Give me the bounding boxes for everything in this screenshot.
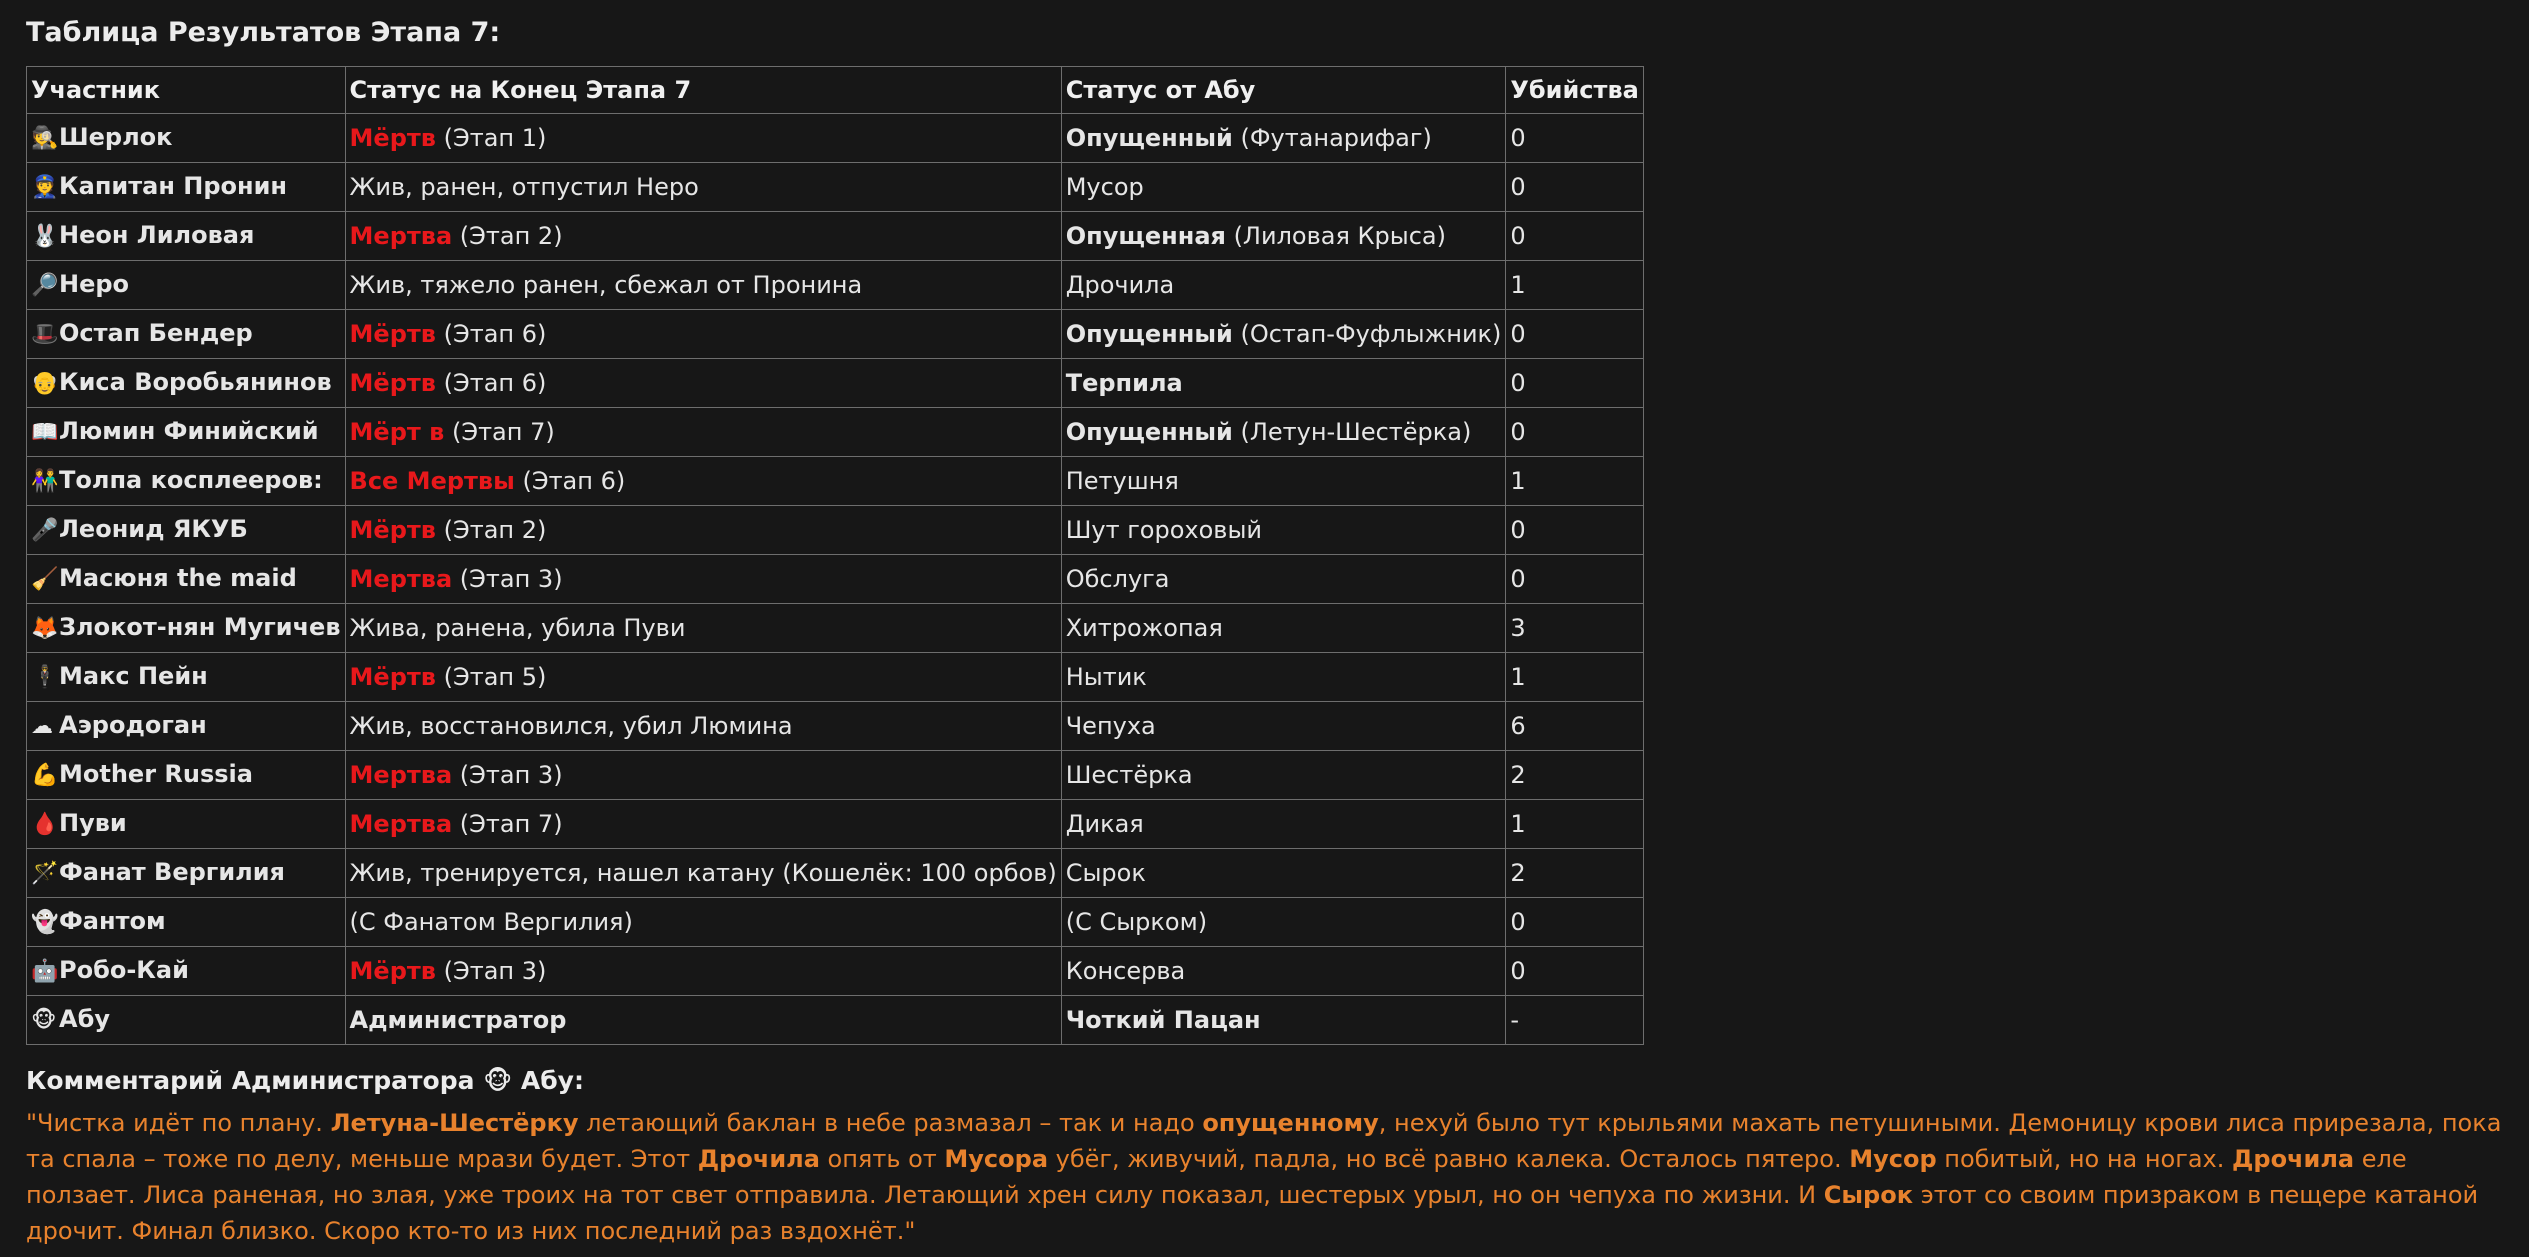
participant-cell	[27, 849, 346, 898]
comment-heading-text: Комментарий Администратора	[26, 1066, 475, 1095]
abu-status-cell	[1061, 604, 1506, 653]
participant-cell	[27, 653, 346, 702]
dead-status: Мертва	[349, 222, 453, 250]
abu-status-cell	[1061, 457, 1506, 506]
status-text: (Этап 6)	[435, 369, 547, 397]
participant-cell	[27, 261, 346, 310]
comment-emphasis: Мусора	[944, 1145, 1049, 1173]
status-text: (Этап 5)	[435, 663, 547, 691]
participant-name: Макс Пейн	[59, 662, 208, 690]
participant-cell	[27, 898, 346, 947]
abu-status-cell	[1061, 163, 1506, 212]
status-cell	[345, 898, 1061, 947]
participant-cell	[27, 702, 346, 751]
abu-status-text: Хитрожопая	[1065, 614, 1223, 642]
status-cell	[345, 751, 1061, 800]
status-cell	[345, 849, 1061, 898]
dead-status: Мёртв	[349, 124, 436, 152]
abu-status-text: (Летун-Шестёрка)	[1232, 418, 1472, 446]
abu-status-cell	[1061, 653, 1506, 702]
table-row	[27, 163, 1644, 212]
abu-status-bold: Терпила	[1065, 369, 1183, 397]
status-text: (С Фанатом Вергилия)	[349, 908, 633, 936]
comment-text: убёг, живучий, падла, но всё равно калека. Осталось пятеро.	[1048, 1145, 1850, 1173]
participant-cell	[27, 114, 346, 163]
table-row	[27, 604, 1644, 653]
participant-name: Остап Бендер	[59, 319, 253, 347]
participant-cell	[27, 408, 346, 457]
participant-cell	[27, 604, 346, 653]
table-row	[27, 555, 1644, 604]
abu-status-text: Петушня	[1065, 467, 1179, 495]
comment-text: летающий баклан в небе размазал – так и надо	[578, 1109, 1203, 1137]
participant-name: Неро	[59, 270, 130, 298]
abu-status-text: Сырок	[1065, 859, 1146, 887]
abu-status-text: Дикая	[1065, 810, 1144, 838]
status-text: (Этап 6)	[514, 467, 626, 495]
participant-icon: 🐰	[31, 224, 59, 249]
abu-status-cell	[1061, 310, 1506, 359]
monkey-icon: 🐵	[483, 1066, 513, 1095]
header-participant: Участник	[27, 67, 346, 114]
abu-status-cell	[1061, 555, 1506, 604]
participant-cell	[27, 163, 346, 212]
table-row	[27, 310, 1644, 359]
status-text: Жив, тренируется, нашел катану (Кошелёк: 100 орбов)	[349, 859, 1057, 887]
participant-icon: 🎤	[31, 518, 59, 543]
table-title: Таблица Результатов Этапа 7:	[26, 17, 501, 48]
participant-name: Фантом	[59, 907, 166, 935]
kills-cell: 0	[1506, 408, 1643, 457]
status-cell	[345, 604, 1061, 653]
comment-heading	[26, 1063, 2506, 1099]
participant-icon: 🦊	[31, 616, 59, 641]
status-text: (Этап 3)	[435, 957, 547, 985]
participant-icon: 👴	[31, 371, 59, 396]
admin-comment	[26, 1105, 2506, 1249]
status-cell	[345, 163, 1061, 212]
dead-status: Мертва	[349, 810, 453, 838]
results-table	[26, 66, 1644, 1045]
abu-status-cell	[1061, 751, 1506, 800]
kills-cell: 0	[1506, 212, 1643, 261]
abu-status-cell	[1061, 702, 1506, 751]
status-cell	[345, 702, 1061, 751]
table-header-row	[27, 67, 1644, 114]
status-text: (Этап 6)	[435, 320, 547, 348]
participant-cell	[27, 751, 346, 800]
participant-icon: 👮	[31, 175, 59, 200]
participant-icon: ☁	[31, 714, 53, 739]
comment-emphasis: Мусор	[1849, 1145, 1937, 1173]
kills-cell: 0	[1506, 555, 1643, 604]
abu-status-cell	[1061, 212, 1506, 261]
status-cell	[345, 212, 1061, 261]
participant-name: Аэродоган	[59, 711, 207, 739]
participant-cell	[27, 555, 346, 604]
table-row	[27, 947, 1644, 996]
table-row	[27, 653, 1644, 702]
kills-cell: 0	[1506, 310, 1643, 359]
participant-name: Масюня the maid	[59, 564, 297, 592]
kills-cell: 2	[1506, 849, 1643, 898]
participant-icon: 📖	[31, 420, 59, 445]
dead-status: Мёртв	[349, 663, 436, 691]
abu-status-text: Обслуга	[1065, 565, 1170, 593]
abu-status-cell	[1061, 947, 1506, 996]
comment-emphasis: Летуна-Шестёрку	[330, 1109, 579, 1137]
kills-cell: 1	[1506, 261, 1643, 310]
comment-text: еле ползает. Лиса раненая, но злая, уже троих на тот свет отправила. Летающий хрен силу показал, шестерых урыл, но он чепуха по жизни. И	[26, 1145, 2407, 1209]
dead-status: Мёрт в	[349, 418, 445, 446]
participant-icon: 🕴	[31, 665, 59, 690]
table-row	[27, 751, 1644, 800]
abu-status-text: Чепуха	[1065, 712, 1156, 740]
comment-text: этот со своим призраком в пещере катаной дрочит. Финал близко. Скоро кто-то из них последний раз вздохнёт."	[26, 1181, 2479, 1245]
kills-cell: 6	[1506, 702, 1643, 751]
table-row	[27, 261, 1644, 310]
participant-cell	[27, 310, 346, 359]
participant-cell	[27, 800, 346, 849]
participant-name: Толпа косплееров:	[59, 466, 323, 494]
abu-status-text: Консерва	[1065, 957, 1186, 985]
participant-icon: 🔎	[31, 273, 59, 298]
abu-status-cell	[1061, 996, 1506, 1045]
abu-status-bold: Опущенный	[1065, 320, 1233, 348]
abu-status-cell	[1061, 898, 1506, 947]
kills-cell: 0	[1506, 506, 1643, 555]
participant-cell	[27, 506, 346, 555]
status-cell	[345, 947, 1061, 996]
participant-icon: 👻	[31, 910, 59, 935]
participant-name: Люмин Финийский	[59, 417, 319, 445]
status-text: (Этап 1)	[435, 124, 547, 152]
comment-text: побитый, но на ногах.	[1936, 1145, 2233, 1173]
abu-status-text: Шестёрка	[1065, 761, 1193, 789]
status-cell	[345, 555, 1061, 604]
kills-cell: 0	[1506, 163, 1643, 212]
table-row	[27, 849, 1644, 898]
page	[26, 14, 2506, 1249]
abu-status-text: (Футанарифаг)	[1232, 124, 1432, 152]
kills-cell: 2	[1506, 751, 1643, 800]
table-row	[27, 408, 1644, 457]
participant-cell	[27, 996, 346, 1045]
header-abu-status: Статус от Абу	[1061, 67, 1506, 114]
participant-icon: 👫	[31, 469, 59, 494]
dead-status: Мёртв	[349, 320, 436, 348]
participant-icon: 🕵	[31, 126, 59, 151]
comment-text: , нехуй было тут крыльями махать петушиными. Демоницу крови лиса прирезала, пока та спала – тоже по делу, меньше мрази будет. Этот	[26, 1109, 2502, 1173]
status-cell	[345, 996, 1061, 1045]
kills-cell: 0	[1506, 114, 1643, 163]
table-body	[27, 114, 1644, 1045]
table-row	[27, 996, 1644, 1045]
status-text: Жив, ранен, отпустил Неро	[349, 173, 699, 201]
comment-emphasis: Сырок	[1823, 1181, 1913, 1209]
table-row	[27, 359, 1644, 408]
abu-status-text: (С Сырком)	[1065, 908, 1208, 936]
abu-status-cell	[1061, 359, 1506, 408]
participant-name: Фанат Вергилия	[59, 858, 285, 886]
participant-cell	[27, 457, 346, 506]
dead-status: Все Мертвы	[349, 467, 515, 495]
participant-icon: 🤖	[31, 959, 59, 984]
participant-icon: 🩸	[31, 812, 59, 837]
abu-status-bold: Опущенный	[1065, 124, 1233, 152]
kills-cell: 0	[1506, 898, 1643, 947]
kills-cell: 1	[1506, 653, 1643, 702]
participant-name: Абу	[59, 1005, 110, 1033]
participant-cell	[27, 212, 346, 261]
abu-status-text: (Остап-Фуфлыжник)	[1232, 320, 1502, 348]
dead-status: Мертва	[349, 565, 453, 593]
table-row	[27, 506, 1644, 555]
status-text: (Этап 3)	[452, 761, 563, 789]
header-status: Статус на Конец Этапа 7	[345, 67, 1061, 114]
participant-cell	[27, 947, 346, 996]
participant-icon: 🪄	[31, 861, 59, 886]
participant-name: Капитан Пронин	[59, 172, 287, 200]
kills-cell: 3	[1506, 604, 1643, 653]
status-cell	[345, 506, 1061, 555]
status-text: Жив, тяжело ранен, сбежал от Пронина	[349, 271, 863, 299]
status-text: (Этап 3)	[452, 565, 563, 593]
status-text: (Этап 2)	[452, 222, 563, 250]
abu-status-text: (Лиловая Крыса)	[1225, 222, 1447, 250]
status-cell	[345, 800, 1061, 849]
abu-status-bold: Чоткий Пацан	[1065, 1006, 1261, 1034]
dead-status: Мёртв	[349, 516, 436, 544]
status-text: Жив, восстановился, убил Люмина	[349, 712, 793, 740]
participant-icon: 🎩	[31, 322, 59, 347]
table-row	[27, 114, 1644, 163]
comment-text: опять от	[819, 1145, 945, 1173]
header-kills: Убийства	[1506, 67, 1643, 114]
status-cell	[345, 408, 1061, 457]
dead-status: Мёртв	[349, 369, 436, 397]
table-row	[27, 457, 1644, 506]
table-row	[27, 898, 1644, 947]
participant-name: Неон Лиловая	[59, 221, 255, 249]
abu-status-bold: Опущенная	[1065, 222, 1226, 250]
dead-status: Мертва	[349, 761, 453, 789]
participant-name: Киса Воробьянинов	[59, 368, 332, 396]
abu-status-cell	[1061, 408, 1506, 457]
table-row	[27, 212, 1644, 261]
comment-emphasis: опущенному	[1202, 1109, 1379, 1137]
participant-icon: 💪	[31, 763, 59, 788]
status-text: (Этап 7)	[452, 810, 563, 838]
kills-cell: 1	[1506, 457, 1643, 506]
abu-status-cell	[1061, 849, 1506, 898]
participant-name: Робо-Кай	[59, 956, 189, 984]
status-bold: Администратор	[349, 1006, 567, 1034]
comment-emphasis: Дрочила	[2232, 1145, 2355, 1173]
status-text: (Этап 2)	[435, 516, 547, 544]
table-row	[27, 702, 1644, 751]
status-text: Жива, ранена, убила Пуви	[349, 614, 686, 642]
kills-cell: 1	[1506, 800, 1643, 849]
participant-name: Mother Russia	[59, 760, 253, 788]
participant-name: Леонид ЯКУБ	[59, 515, 248, 543]
table-row	[27, 800, 1644, 849]
kills-cell: 0	[1506, 359, 1643, 408]
participant-name: Злокот-нян Мугичев	[59, 613, 341, 641]
comment-text: "Чистка идёт по плану.	[26, 1109, 331, 1137]
abu-status-text: Нытик	[1065, 663, 1147, 691]
participant-name: Шерлок	[59, 123, 173, 151]
status-cell	[345, 457, 1061, 506]
status-cell	[345, 261, 1061, 310]
abu-status-cell	[1061, 261, 1506, 310]
abu-status-text: Дрочила	[1065, 271, 1175, 299]
abu-status-cell	[1061, 506, 1506, 555]
abu-status-text: Шут гороховый	[1065, 516, 1262, 544]
abu-status-text: Мусор	[1065, 173, 1144, 201]
participant-icon: 🐵	[31, 1008, 57, 1033]
comment-heading-author: Абу:	[520, 1066, 584, 1095]
participant-icon: 🧹	[31, 567, 59, 592]
participant-name: Пуви	[59, 809, 127, 837]
abu-status-cell	[1061, 114, 1506, 163]
comment-emphasis: Дрочила	[697, 1145, 820, 1173]
abu-status-bold: Опущенный	[1065, 418, 1233, 446]
status-text: (Этап 7)	[444, 418, 555, 446]
status-cell	[345, 359, 1061, 408]
kills-cell: 0	[1506, 947, 1643, 996]
kills-cell: -	[1506, 996, 1643, 1045]
status-cell	[345, 114, 1061, 163]
status-cell	[345, 310, 1061, 359]
participant-cell	[27, 359, 346, 408]
status-cell	[345, 653, 1061, 702]
dead-status: Мёртв	[349, 957, 436, 985]
abu-status-cell	[1061, 800, 1506, 849]
